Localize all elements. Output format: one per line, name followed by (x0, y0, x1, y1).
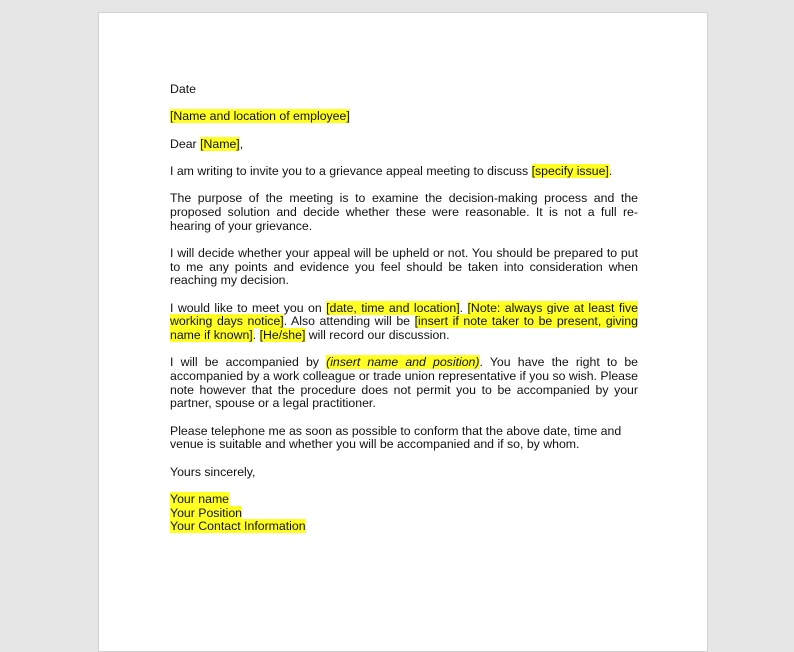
recipient-line (170, 110, 638, 124)
signature-position: Your Position (170, 505, 243, 520)
paragraph-accompanied: I will be accompanied by (insert name and position). You have the right to be accompanied by a work colleague or trade union representative if you so wish. Please note however that the procedure does not permit you to be accompanied by your partner, spouse or a legal practitioner. (170, 355, 639, 411)
paragraph-decision: I will decide whether your appeal will be upheld or not. You should be prepared to put to me any points and evidence you feel should be taken into consideration when reaching my decision. (170, 245, 638, 288)
paragraph-invite: I am writing to invite you to a grievance appeal meeting to discuss [specify issue]. (170, 163, 613, 178)
document-page (98, 12, 708, 652)
date-time-location-placeholder: [date, time and location] (326, 300, 460, 315)
signature-name: Your name (170, 492, 230, 506)
note-taker-placeholder: [insert if note taker to be present, giving name if known] (170, 314, 638, 342)
signature-contact: Your Contact Information (170, 519, 306, 534)
paragraph-purpose: The purpose of the meeting is to examine the decision-making process and the proposed solution and decide whether these were reasonable. It is not a full re-hearing of your grievance. (170, 191, 638, 233)
closing: Yours sincerely, (170, 464, 256, 479)
paragraph-telephone: Please telephone me as soon as possible to conform that the above date, time and venue is suitable and whether you will be accompanied and if so, by whom. (170, 423, 622, 452)
recipient-placeholder: [Name and location of employee] (170, 109, 350, 124)
he-she-placeholder: [He/she] (259, 328, 306, 342)
signature-block (170, 493, 638, 534)
insert-name-position-placeholder: (insert name and position) (326, 355, 480, 370)
issue-placeholder: [specify issue] (531, 163, 609, 178)
letter-body (170, 83, 638, 534)
notice-note-placeholder: [Note: always give at least five working days notice] (170, 300, 638, 329)
salutation: Dear [Name], (170, 136, 244, 151)
name-placeholder: [Name] (200, 136, 240, 151)
date-line: Date (170, 82, 196, 96)
paragraph-meeting: I would like to meet you on [date, time and location]. [Note: always give at least five working days notice]. Also attending will be [insert if note taker to be present, giving name if known]. [He/she] will record our discussion. (170, 300, 638, 342)
